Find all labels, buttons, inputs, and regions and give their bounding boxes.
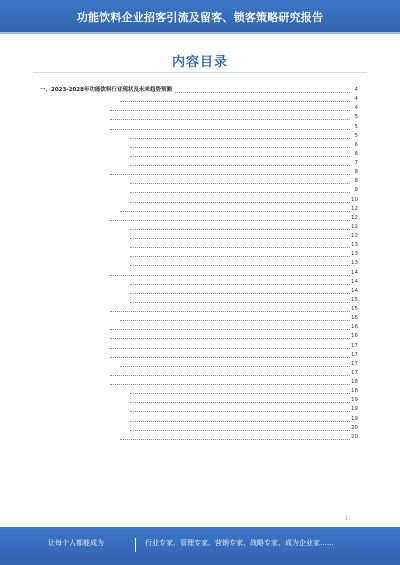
report-title: 功能饮料企业招客引流及留客、锁客策略研究报告 xyxy=(76,11,324,24)
toc-entry-page: 4 xyxy=(354,96,358,103)
toc-leader-dots xyxy=(130,183,350,184)
toc-leader-dots xyxy=(110,275,350,276)
toc-entry-page: 16 xyxy=(351,315,358,322)
toc-entry-page: 14 xyxy=(351,269,358,276)
toc-entry-page: 13 xyxy=(351,251,358,258)
toc-entry-page: 17 xyxy=(351,342,358,349)
toc-leader-dots xyxy=(110,311,350,312)
toc-leader-dots xyxy=(110,174,350,175)
toc-entry[interactable] xyxy=(40,250,358,259)
toc-entry-page: 5 xyxy=(354,132,358,139)
toc-leader-dots xyxy=(130,302,350,303)
toc-entry[interactable] xyxy=(40,360,358,369)
toc-entry[interactable] xyxy=(40,287,358,296)
toc-leader-dots xyxy=(130,156,350,157)
toc-entry-page: 4 xyxy=(354,87,358,93)
toc-entry-page: 5 xyxy=(354,123,358,130)
footer-roles: 行业专家、管理专家、营销专家、战略专家、成为企业家…… xyxy=(145,539,334,547)
toc-leader-dots xyxy=(130,147,350,148)
toc-entry-page: 19 xyxy=(351,406,358,413)
toc-entry[interactable] xyxy=(40,132,358,141)
toc-entry-page: 19 xyxy=(351,397,358,404)
toc-leader-dots xyxy=(110,220,350,221)
toc-leader-dots xyxy=(130,265,350,266)
toc-entry[interactable] xyxy=(40,405,358,414)
toc-heading: 内容目录 xyxy=(171,55,228,70)
toc-leader-dots xyxy=(130,138,350,139)
toc-leader-dots xyxy=(110,375,350,376)
toc-leader-dots xyxy=(110,338,350,339)
toc-entry-page: 4 xyxy=(354,105,358,112)
toc-entry-page: 20 xyxy=(351,424,358,431)
toc-entry-page: 7 xyxy=(354,160,358,166)
toc-entry[interactable] xyxy=(40,223,358,232)
toc-leader-dots xyxy=(130,411,350,412)
toc-entry-page: 16 xyxy=(351,324,358,331)
toc-entry-page: 12 xyxy=(351,233,358,239)
toc-leader-dots xyxy=(130,238,350,239)
toc-entry[interactable] xyxy=(40,150,358,159)
toc-entry-page: 19 xyxy=(351,415,358,422)
toc-leader-dots xyxy=(130,293,350,294)
toc-leader-dots xyxy=(130,430,350,431)
toc-leader-dots xyxy=(120,366,350,367)
page-number: 1 xyxy=(344,516,348,522)
toc-leader-dots xyxy=(120,211,350,212)
toc-entry-page: 10 xyxy=(351,196,358,203)
toc-entry[interactable] xyxy=(40,323,358,332)
toc-entry[interactable] xyxy=(40,332,358,341)
toc-entry[interactable] xyxy=(40,214,358,223)
toc-entry[interactable] xyxy=(40,424,358,433)
toc-leader-dots xyxy=(130,421,350,422)
toc-entry-page: 13 xyxy=(351,260,358,267)
toc-entry-page: 6 xyxy=(354,141,358,148)
toc-entry[interactable] xyxy=(40,141,358,150)
toc-entry[interactable] xyxy=(40,177,358,186)
toc-entry[interactable] xyxy=(40,205,358,214)
toc-entry[interactable] xyxy=(40,159,358,168)
toc-entry[interactable] xyxy=(40,232,358,241)
toc-leader-dots xyxy=(120,439,350,440)
toc-entry[interactable] xyxy=(40,269,358,278)
toc-entry[interactable] xyxy=(40,95,358,104)
toc-leader-dots xyxy=(130,229,350,230)
toc-entry[interactable] xyxy=(40,314,358,323)
toc-leader-dots xyxy=(130,256,350,257)
toc-entry-page: 6 xyxy=(354,150,358,157)
header-divider-stripe xyxy=(0,32,400,34)
toc-entry-page: 14 xyxy=(351,287,358,294)
toc-entry[interactable] xyxy=(40,378,358,387)
toc-entry[interactable] xyxy=(40,342,358,351)
toc-leader-dots xyxy=(110,357,350,358)
toc-entry-page: 18 xyxy=(351,388,358,395)
toc-entry[interactable] xyxy=(40,241,358,250)
toc-entry-page: 8 xyxy=(354,178,358,185)
toc-entry-page: 12 xyxy=(351,214,358,221)
toc-entry[interactable] xyxy=(40,168,358,177)
toc-entry-page: 15 xyxy=(351,296,358,303)
toc-entry-page: 13 xyxy=(351,242,358,249)
toc-entry[interactable] xyxy=(40,113,358,122)
toc-entry-page: 20 xyxy=(351,433,358,440)
toc-entry-title: 一、2023-2028年功能饮料行业现状及未来趋势预测 xyxy=(40,87,172,93)
toc-entry-page: 16 xyxy=(351,333,358,340)
toc-entry[interactable] xyxy=(40,196,358,205)
toc-leader-dots xyxy=(110,384,350,385)
toc-leader-dots xyxy=(130,192,350,193)
toc-entry-page: 12 xyxy=(351,205,358,212)
toc-leader-dots xyxy=(110,348,350,349)
toc-leader-dots xyxy=(130,402,350,403)
toc-leader-dots xyxy=(110,329,350,330)
toc-entry[interactable] xyxy=(40,387,358,396)
toc-entry-page: 5 xyxy=(354,114,358,121)
toc-entry-page: 18 xyxy=(351,379,358,385)
footer-separator xyxy=(135,538,136,552)
toc-leader-dots xyxy=(130,247,350,248)
toc-entry[interactable] xyxy=(40,86,358,95)
toc-leader-dots xyxy=(110,129,350,130)
toc-entry[interactable] xyxy=(40,396,358,405)
toc-entry-page: 12 xyxy=(351,223,358,230)
footer-slogan: 让每个人都能成为 xyxy=(48,539,104,547)
toc-entry[interactable] xyxy=(40,278,358,287)
toc-entry[interactable] xyxy=(40,104,358,113)
toc-entry[interactable] xyxy=(40,351,358,360)
toc-entry[interactable] xyxy=(40,296,358,305)
toc-leader-dots xyxy=(130,165,350,166)
toc-entry[interactable] xyxy=(40,415,358,424)
toc-entry-page: 17 xyxy=(351,369,358,376)
toc-entry[interactable] xyxy=(40,433,358,442)
toc-entry-page: 15 xyxy=(351,306,358,312)
toc-leader-dots xyxy=(130,202,350,203)
toc-leader-dots xyxy=(110,110,350,111)
toc-leader-dots xyxy=(130,393,350,394)
toc-leader-dots xyxy=(120,320,350,321)
table-of-contents xyxy=(40,86,358,442)
toc-entry-page: 8 xyxy=(354,169,358,176)
toc-entry[interactable] xyxy=(40,186,358,195)
toc-heading-rule xyxy=(33,72,367,73)
toc-entry[interactable] xyxy=(40,369,358,378)
toc-entry-page: 9 xyxy=(354,187,358,194)
toc-entry[interactable] xyxy=(40,305,358,314)
toc-entry-page: 17 xyxy=(351,360,358,367)
toc-leader-dots xyxy=(120,101,350,102)
toc-entry[interactable] xyxy=(40,259,358,268)
toc-leader-dots xyxy=(130,284,350,285)
toc-entry[interactable] xyxy=(40,123,358,132)
toc-leader-dots xyxy=(110,119,350,120)
toc-entry-page: 14 xyxy=(351,278,358,285)
toc-entry-page: 17 xyxy=(351,351,358,358)
